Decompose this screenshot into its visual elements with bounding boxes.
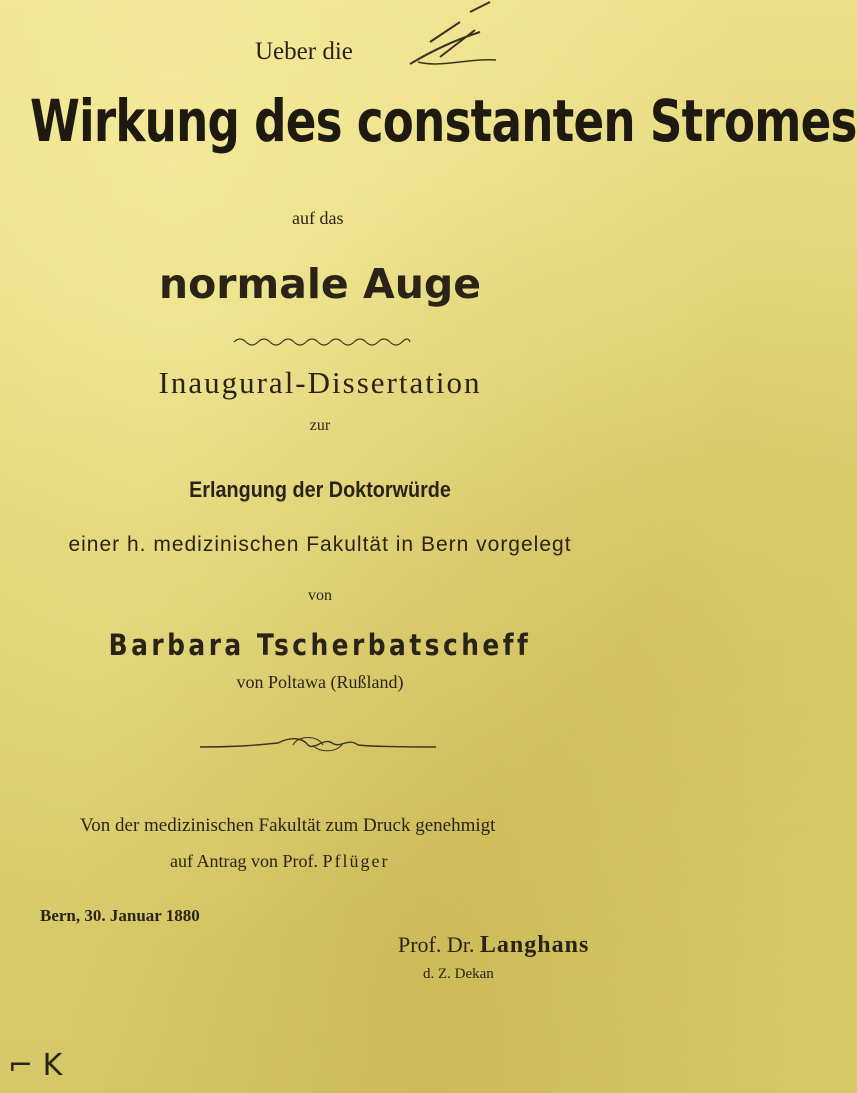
author-origin: von Poltawa (Rußland) <box>236 672 404 692</box>
purpose-text: Erlangung der Doktorwürde <box>189 477 451 502</box>
faculty-line: einer h. medizinischen Fakultät in Bern vorgelegt <box>68 533 572 556</box>
zur-text: zur <box>309 417 331 434</box>
author-name: Barbara Tscherbatscheff <box>108 628 532 662</box>
intro-text: Ueber die <box>255 38 353 65</box>
flourish-divider-icon <box>198 733 438 757</box>
place-date: Bern, 30. Januar 1880 <box>40 906 200 925</box>
ornament-rule-icon <box>232 334 412 350</box>
main-title: Wirkung des constanten Stromes <box>30 87 857 155</box>
signer-name: Langhans <box>479 932 590 958</box>
dissertation-type: Inaugural-Dissertation <box>158 365 482 400</box>
corner-handwriting: ⌐ K <box>8 1048 63 1083</box>
subject-title: normale Auge <box>158 260 482 308</box>
signer-role: d. Z. Dekan <box>423 966 494 982</box>
proposal-title: Prof. <box>282 851 318 871</box>
sub-text: auf das <box>292 208 344 228</box>
proposal-name: Pflüger <box>322 851 390 871</box>
approval-line: Von der medizinischen Fakultät zum Druck genehmigt <box>80 815 496 836</box>
handwritten-scribble-icon <box>400 2 510 82</box>
signer-title: Prof. Dr. <box>398 932 475 957</box>
signer-line <box>398 932 589 959</box>
von-text: von <box>308 587 332 604</box>
proposal-prefix: auf Antrag von <box>170 851 278 871</box>
proposal-line <box>170 851 389 872</box>
